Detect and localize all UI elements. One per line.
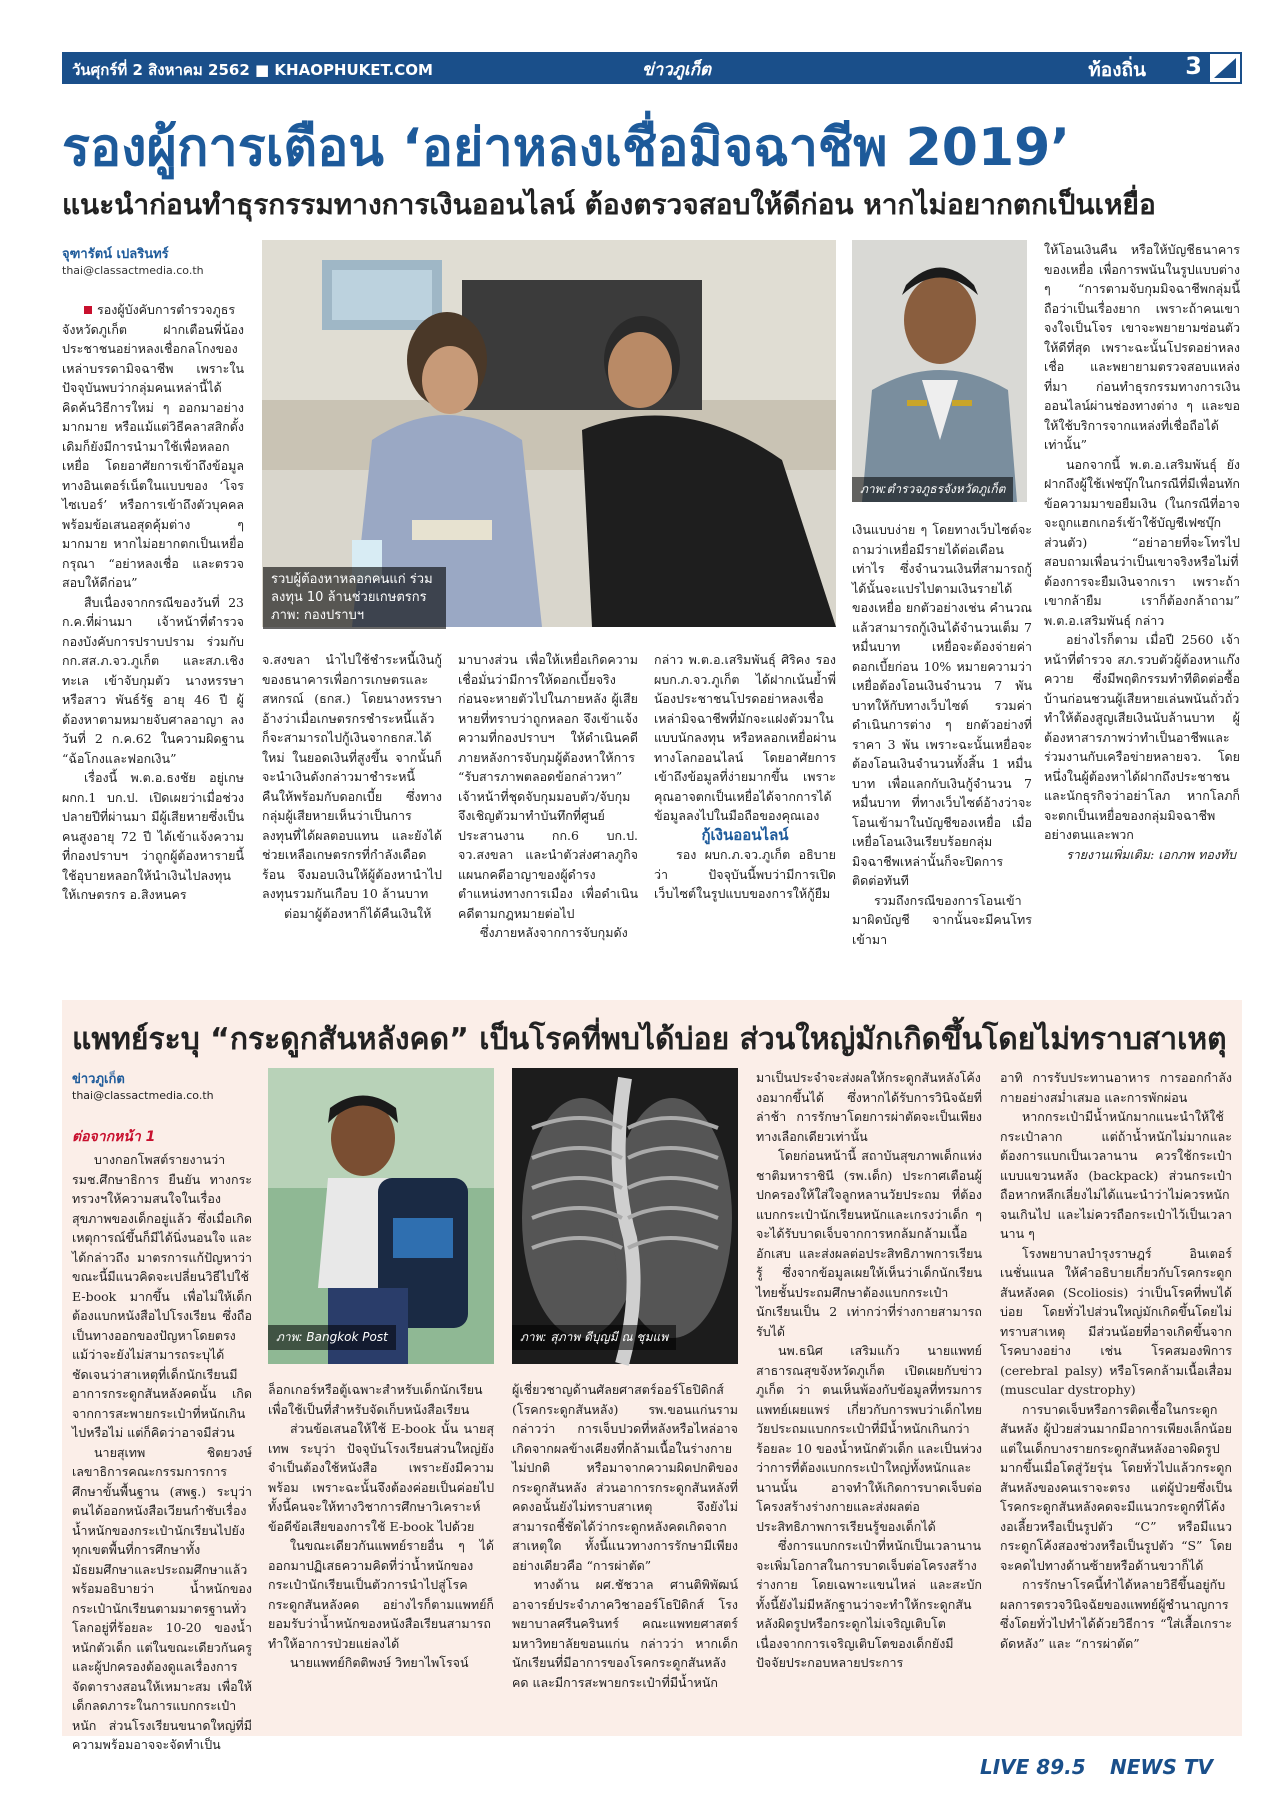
article2-paragraph: การบาดเจ็บหรือการติดเชื้อในกระดูกสันหลัง ผู้ป่วยส่วนมากมีอาการเพียงเล็กน้อย แต่ในเด็กบางรายกระดูกสันหลังอาจผิดรูปมากขึ้นเมื่อโตสู่วัยรุ่น โดยทั่วไปแล้วกระดูกสันหลังของคนเราจะตรง แต่ผู้ป่วยซึ่งเป็นโรคกระดูกสันหลังคดจะมีแนวกระดูกที่โค้งงอเลี้ยวหรือเป็นรูปตัว “C” หรือมีแนวกระดูกโค้งสองช่วงหรือเป็นรูปตัว “S” โดยจะคดไปทางด้านซ้ายหรือด้านขวาก็ได้ <box>1000 1401 1232 1573</box>
article1-paragraph: กล่าว พ.ต.อ.เสริมพันธุ์ ศิริคง รอง ผบก.ภ.จว.ภูเก็ต ได้ฝากเน้นย้ำพี่น้องประชาชนโปรดอย่าหลงเชื่อเหล่ามิจฉาชีพที่มักจะแฝงตัวมาในแบบนักลงทุน หรือหลอกเหยื่อผ่านทางโลกออนไลน์ โดยอาศัยการเข้าถึงข้อมูลที่ง่ายมากขึ้น เพราะคุณอาจตกเป็นเหยื่อได้จากการได้ข้อมูลลงไปในมือถือของคุณเอง <box>654 652 836 823</box>
article2-column-5 <box>1000 1068 1232 1730</box>
article1-subhead: แนะนำก่อนทำธุรกรรมทางการเงินออนไลน์ ต้องตรวจสอบให้ดีก่อน หากไม่อยากตกเป็นเหยื่อ <box>62 188 1156 221</box>
article1-column-6 <box>1044 240 1240 1010</box>
article1-paragraph: รอง ผบก.ภ.จว.ภูเก็ต อธิบายว่า ปัจจุบันนี้พบว่ามีการเปิดเว็บไซต์ในรูปแบบของการให้กู้ยืม <box>654 847 836 901</box>
article2-paragraph: ส่วนข้อเสนอให้ใช้ E-book นั้น นายสุเทพ ระบุว่า ปัจจุบันโรงเรียนส่วนใหญ่ยังจำเป็นต้องใช้หนังสือ เพราะยังมีความพร้อม เพราะฉะนั้นจึงต้องค่อยเป็นค่อยไป ทั้งนี้คนจะให้ทางวิชาการศึกษาวิเคราะห์ข้อดีข้อเสียของการใช้ E-book ไปด้วย <box>268 1421 494 1534</box>
article1-paragraph: มาบางส่วน เพื่อให้เหยื่อเกิดความเชื่อมั่นว่ามีการให้ดอกเบี้ยจริง ก่อนจะหายตัวไปในภายหลัง ผู้เสียหายที่ทราบว่าถูกหลอก จึงเข้าแจ้งความที่กองปราบฯ ให้ดำเนินคดี ภายหลังการจับกุมผู้ต้องหาให้การ “รับสารภาพตลอดข้อกล่าวหา” เจ้าหน้าที่ชุดจับกุมมอบตัว/จับกุมจึงเชิญตัวมาทำบันทึกที่ศูนย์ประสานงาน กก.6 บก.ป. จว.สงขลา และนำตัวส่งศาลภูกิจแผนกคดีอาญาของผู้ดำรงตำแหน่งทางการเมือง เพื่อดำเนินคดีตามกฎหมายต่อไป <box>458 652 638 921</box>
article2-paragraph: นายสุเทพ ชิตยวงษ์ เลขาธิการคณะกรรมการการศึกษาขั้นพื้นฐาน (สพฐ.) ระบุว่า ตนได้ออกหนังสือเวียนกำชับเรื่องน้ำหนักของกระเป๋านักเรียนไปยังทุกเขตพื้นที่การศึกษาทั้งมัธยมศึกษาและประถมศึกษาแล้ว พร้อมอธิบายว่า น้ำหนักของกระเป๋านักเรียนตามมาตรฐานทั่วโลกอยู่ที่ร้อยละ 10-20 ของน้ำหนักตัวเด็ก แต่ในขณะเดียวกันครูและผู้ปกครองต้องดูแลเรื่องการจัดตารางสอนให้เหมาะสม เพื่อให้เด็กลดภาระในการแบกกระเป๋าหนัก ส่วนโรงเรียนขนาดใหญ่ที่มีความพร้อมอาจจะจัดทำเป็น <box>72 1444 252 1752</box>
article1-credit: รายงานเพิ่มเติม: เอกภพ ทองทับ <box>1066 846 1237 862</box>
article2-photo-xray <box>512 1068 738 1364</box>
newspaper-logo: ข่าวภูเก็ต <box>642 60 712 80</box>
article2-paragraph: หากกระเป๋ามีน้ำหนักมากแนะนำให้ใช้กระเป๋าลาก แต่ถ้าน้ำหนักไม่มากและต้องการแบกเป็นเวลานาน ควรใช้กระเป๋าแบบแขวนหลัง (backpack) ส่วนกระเป๋าถือหากหลีกเลี่ยงไม่ได้แนะนำว่าไม่ควรหนักจนเกินไป และไม่ควรถือกระเป๋าไว้เป็นเวลานาน ๆ <box>1000 1109 1232 1241</box>
article2-block <box>62 1000 1242 1752</box>
article1-paragraph: ให้โอนเงินคืน หรือให้บัญชีธนาคารของเหยื่อ เพื่อการพนันในรูปแบบต่าง ๆ “การตามจับกุมมิจฉาชีพกลุ่มนี้ถือว่าเป็นเรื่องยาก เพราะถ้าคนเขาจงใจเป็นโจร เขาจะพยายามซ่อนตัวให้ดีที่สุด เพราะฉะนั้นโปรดอย่าหลงเชื่อ และพยายามตรวจสอบแหล่งที่มา ก่อนทำธุรกรรมทางการเงินออนไลน์ผ่านช่องทางต่าง ๆ และขอให้ใช้บริการจากแหล่งที่เชื่อถือได้เท่านั้น” <box>1044 242 1240 452</box>
article1-headline: รองผู้การเตือน ‘อย่าหลงเชื่อมิจฉาชีพ 2019’ <box>62 118 1071 178</box>
article1-lead-paragraph: รองผู้บังคับการตำรวจภูธรจังหวัดภูเก็ต ฝากเตือนพี่น้องประชาชนอย่าหลงเชื่อกลโกงของเหล่าบรรดามิจฉาชีพ เพราะในปัจจุบันพบว่ากลุ่มคนเหล่านี้ได้คิดค้นวิธีการใหม่ ๆ ออกมาอย่างมากมาย หรือแม้แต่วิธีคลาสสิกดั้งเดิมก็ยังมีการนำมาใช้เพื่อหลอกเหยื่อ โดยอาศัยการเข้าถึงข้อมูลทางอินเตอร์เน็ตในแบบของ ‘โจรไซเบอร์’ หรือการเข้าถึงตัวบุคคลพร้อมข้อเสนอสุดคุ้มต่าง ๆ มากมาย หากไม่อยากตกเป็นเหยื่อกรุณา “อย่าหลงเชื่อ และตรวจสอบให้ดีก่อน” <box>62 300 244 593</box>
article1-paragraph: นอกจากนี้ พ.ต.อ.เสริมพันธุ์ ยังฝากถึงผู้ใช้เฟซบุ๊กในกรณีที่มีเพื่อนทักข้อความมาขอยืมเงิน (ในกรณีที่อาจจะถูกแฮกเกอร์เข้าใช้บัญชีเฟซบุ๊กส่วนตัว) “อย่าอายที่จะโทรไปสอบถามเพื่อนว่าเป็นเขาจริงหรือไม่ที่ต้องการจะยืมเงินจากเรา เพราะถ้าเขากล้ายืม เราก็ต้องกล้าถาม” พ.ต.อ.เสริมพันธุ์ กล่าว <box>1044 456 1240 628</box>
author-email: thai@classactmedia.co.th <box>62 264 204 277</box>
article1-paragraph: รวมถึงกรณีของการโอนเข้ามาผิดบัญชี จากนั้นจะมีคนโทรเข้ามา <box>852 892 1032 947</box>
article2-paragraph: ทางด้าน ผศ.ชัชวาล ศานติพิพัฒน์ อาจารย์ประจำภาควิชาออร์โธปิดิกส์ โรงพยาบาลศรีนครินทร์ คณะแพทยศาสตร์มหาวิทยาลัยขอนแก่น กล่าวว่า หากเด็กนักเรียนที่มีอาการของโรคกระดูกสันหลังคด และมีการสะพายกระเป๋าที่มีน้ำหนัก <box>512 1577 738 1690</box>
article2-column-4 <box>756 1068 982 1730</box>
article1-paragraph: ซึ่งภายหลังจากการจับกุมดัง <box>480 925 628 940</box>
article2-paragraph: โรงพยาบาลบำรุงราษฎร์ อินเตอร์เนชั่นแนล ให้คำอธิบายเกี่ยวกับโรคกระดูกสันหลังคด (Scoliosis) ว่าเป็นโรคที่พบได้บ่อย โดยทั่วไปส่วนใหญ่มักเกิดขึ้นโดยไม่ทราบสาเหตุ มีส่วนน้อยที่อาจเกิดขึ้นจากโรคบางอย่าง เช่น โรคสมองพิการ (cerebral palsy) หรือโรคกล้ามเนื้อเสื่อม (muscular dystrophy) <box>1000 1245 1232 1397</box>
article2-photo2-caption: ภาพ: สุภาพ ดีบุญมี ณ ชุมแพ <box>512 1325 676 1350</box>
section-name: ท้องถิ่น <box>1088 59 1146 81</box>
article1-photo1-caption: รวบผู้ต้องหาหลอกคนแก่ ร่วมลงทุน 10 ล้านช่วยเกษตรกร ภาพ: กองปราบฯ <box>263 567 446 629</box>
article2-paragraph: ในขณะเดียวกันแพทย์รายอื่น ๆ ได้ออกมาปฏิเสธความคิดที่ว่าน้ำหนักของกระเป๋านักเรียนเป็นตัวการนำไปสู่โรคกระดูกสันหลังคด อย่างไรก็ตามแพทย์ก็ยอมรับว่าน้ำหนักของหนังสือเรียนสามารถทำให้อาการป่วยแย่ลงได้ <box>268 1538 494 1651</box>
article2-paragraph: อาทิ การรับประทานอาหาร การออกกำลังกายอย่างสม่ำเสมอ และการพักผ่อน <box>1000 1070 1232 1105</box>
page-number: 3 <box>1185 52 1202 80</box>
article2-photo-student-backpack <box>268 1068 494 1364</box>
article2-byline <box>72 1068 214 1102</box>
author-name: ข่าวภูเก็ต <box>72 1072 125 1087</box>
article2-paragraph: ซึ่งการแบกกระเป๋าที่หนักเป็นเวลานานจะเพิ่มโอกาสในการบาดเจ็บต่อโครงสร้างร่างกาย โดยเฉพาะแขนไหล่ และสะบัก ทั้งนี้ยังไม่มีหลักฐานว่าจะทำให้กระดูกสันหลังผิดรูปหรือกระดูกไม่เจริญเติบโต เนื่องจากการเจริญเติบโตของเด็กยังมีปัจจัยประกอบหลายประการ <box>756 1538 982 1670</box>
article1-column-1 <box>62 300 244 1014</box>
article2-column-1 <box>72 1150 252 1752</box>
page-header <box>62 52 1242 84</box>
continued-from-label: ต่อจากหน้า 1 <box>72 1129 156 1145</box>
article1-column-4 <box>654 650 836 1014</box>
article1-photo2-caption: ภาพ:ตำรวจภูธรจังหวัดภูเก็ต <box>852 477 1013 502</box>
article1-paragraph: เรื่องนี้ พ.ต.อ.ธงชัย อยู่เกษ ผกก.1 บก.ป. เปิดเผยว่าเมื่อช่วงปลายปีที่ผ่านมา มีผู้เสียหายซึ่งเป็นคนสูงอายุ 72 ปี ได้เข้าแจ้งความที่กองปราบฯ ว่าถูกผู้ต้องหารายนี้ใช้อุบายหลอกให้นำเงินไปลงทุนให้เกษตรกร อ.สิงหนคร <box>62 770 244 902</box>
article2-paragraph: ล็อกเกอร์หรือตู้เฉพาะสำหรับเด็กนักเรียน เพื่อใช้เป็นที่สำหรับจัดเก็บหนังสือเรียน <box>268 1382 483 1417</box>
article1-paragraph: จ.สงขลา นำไปใช้ชำระหนี้เงินกู้ของธนาคารเพื่อการเกษตรและสหกรณ์ (ธกส.) โดยนางหรรษาอ้างว่าเมื่อเกษตรกรชำระหนี้แล้ว ก็จะสามารถไปกู้เงินจากธกส.ได้ใหม่ ในยอดเงินที่สูงขึ้น จากนั้นก็จะนำเงินดังกล่าวมาชำระหนี้คืนให้พร้อมกับดอกเบี้ย ซึ่งทางกลุ่มผู้เสียหายเห็นว่าเป็นการลงทุนที่ได้ผลตอบแทน และยังได้ช่วยเหลือเกษตรกรที่กำลังเดือดร้อน จึงมอบเงินให้ผู้ต้องหานำไปลงทุนรวมกันเกือบ 10 ล้านบาท <box>262 652 442 901</box>
article2-paragraph: โดยก่อนหน้านี้ สถาบันสุขภาพเด็กแห่งชาติมหาราชินี (รพ.เด็ก) ประกาศเตือนผู้ปกครองให้ใส่ใจลูกหลานวัยประถม ที่ต้องแบกกระเป๋านักเรียนหนักและเกรงว่าเด็ก ๆ จะได้รับบาดเจ็บจากการหกล้มกล้ามเนื้ออักเสบ และส่งผลต่อประสิทธิภาพการเรียนรู้ ซึ่งจากข้อมูลเผยให้เห็นว่าเด็กนักเรียนไทยชั้นประถมศึกษาต้องแบกกระเป๋านักเรียนเป็น 2 เท่ากว่าที่ร่างกายสามารถรับได้ <box>756 1148 982 1339</box>
article1-column-2 <box>262 650 442 1014</box>
article2-column-3 <box>512 1380 738 1730</box>
article2-paragraph: บางกอกโพสต์รายงานว่า รมช.ศึกษาธิการ ยืนยัน ทางกระทรวงฯให้ความสนใจในเรื่องสุขภาพของเด็กอยู่แล้ว ซึ่งเมื่อเกิดเหตุการณ์ขึ้นก็มีได้นิ่งนอนใจ และได้กล่าวถึง มาตรการแก้ปัญหาว่า ขณะนี้มีแนวคิดจะเปลี่ยนวิธีไปใช้ E-book มากขึ้น เพื่อไม่ให้เด็กต้องแบกหนังสือไปโรงเรียน ซึ่งถือเป็นทางออกของปัญหาโดยตรง แม้ว่าจะยังไม่สามารถระบุได้ชัดเจนว่าสาเหตุที่เด็กนักเรียนมีอาการกระดูกสันหลังคดนั้น เกิดจากการสะพายกระเป๋าที่หนักเกินไปหรือไม่ แต่ก็คิดว่าอาจมีส่วน <box>72 1152 252 1440</box>
article2-column-2 <box>268 1380 494 1730</box>
article2-photo1-caption: ภาพ: Bangkok Post <box>268 1325 396 1350</box>
article2-headline: แพทย์ระบุ “กระดูกสันหลังคด” เป็นโรคที่พบได้บ่อย ส่วนใหญ่มักเกิดขึ้นโดยไม่ทราบสาเหตุ <box>72 1022 1227 1057</box>
author-name: จุฑารัตน์ เปลรินทร์ <box>62 247 169 262</box>
article2-paragraph: มาเป็นประจำจะส่งผลให้กระดูกสันหลังโค้งงอมากขึ้นได้ ซึ่งหากได้รับการวินิจฉัยที่ล่าช้า การรักษาโดยการผ่าตัดจะเป็นเพียงทางเลือกเดียวเท่านั้น <box>756 1070 982 1144</box>
article2-paragraph: ผู้เชี่ยวชาญด้านศัลยศาสตร์ออร์โธปิดิกส์ (โรคกระดูกสันหลัง) รพ.ขอนแก่นราม กล่าวว่า การเจ็บปวดที่หลังหรือไหล่อาจเกิดจากผลข้างเคียงที่กล้ามเนื้อในร่างกายไม่ปกติ หรือมาจากความผิดปกติของกระดูกสันหลัง ส่วนอาการกระดูกสันหลังที่คดงอนั้นยังไม่ทราบสาเหตุ จึงยังไม่สามารถชี้ชัดได้ว่ากระดูกหลังคดเกิดจากสาเหตุใด ทั้งนี้แนวทางการรักษามีเพียงอย่างเดียวคือ “การผ่าตัด” <box>512 1382 738 1573</box>
article1-paragraph: อย่างไรก็ตาม เมื่อปี 2560 เจ้าหน้าที่ตำรวจ สภ.รวบตัวผู้ต้องหาแก๊งควาย ซึ่งมีพฤติกรรมทำทีติดต่อซื้อบ้านก่อนชวนผู้เสียหายเล่นพนันถั่วถั่ว ทำให้ต้องสูญเสียเงินนับล้านบาท ผู้ต้องหาสารภาพว่าทำเป็นอาชีพและร่วมงานกับเครือข่ายหลายจว. โดยหนึ่งในผู้ต้องหาได้ฝากถึงประชาชนและนักธุรกิจว่าอย่าโลภ หากโลภก็จะตกเป็นเหยื่อของกลุ่มมิจฉาชีพอย่างตนและพวก <box>1044 632 1240 842</box>
author-email: thai@classactmedia.co.th <box>72 1089 214 1102</box>
article1-paragraph: เงินแบบง่าย ๆ โดยทางเว็บไซต์จะถามว่าเหยื่อมีรายได้ต่อเดือนเท่าไร ซึ่งจำนวนเงินที่สามารถกู้ได้นั้นจะแปรไปตามเงินรายได้ของเหยื่อ ยกตัวอย่างเช่น คำนวณแล้วสามารถกู้เงินได้จำนวนเต็ม 7 หมื่นบาท เหยื่อจะต้องจ่ายค่าดอกเบี้ยก่อน 10% หมายความว่าเหยื่อต้องโอนเงินจำนวน 7 พันบาทให้กับทางเว็บไซต์ รวมค่าดำเนินการต่าง ๆ ยกตัวอย่างที่ราคา 3 พัน เพราะฉะนั้นเหยื่อจะต้องโอนเงินจำนวนทั้งสิ้น 1 หมื่นบาท เพื่อแลกกับเงินกู้จำนวน 7 หมื่นบาท ที่ทางเว็บไซต์อ้างว่าจะโอนเข้ามาในบัญชีของเหยื่อ เมื่อเหยื่อโอนเงินเรียบร้อยกลุ่มมิจฉาชีพเหล่านั้นก็จะปิดการติดต่อทันที <box>852 522 1032 888</box>
article1-photo-police-officer <box>852 240 1027 502</box>
article1-byline <box>62 243 242 277</box>
news-tv-logo: NEWS TV <box>1110 1755 1213 1779</box>
article1-column-3 <box>458 650 638 1014</box>
article2-paragraph: นพ.ธนิศ เสริมแก้ว นายแพทย์สาธารณสุขจังหวัดภูเก็ต เปิดเผยกับข่าวภูเก็ต ว่า ตนเห็นพ้องกับข้อมูลที่ทรมการแพทย์เผยแพร่ เกี่ยวกับการพบว่าเด็กไทยวัยประถมแบกกระเป๋าที่มีน้ำหนักเกินกว่าร้อยละ 10 ของน้ำหนักตัวเด็ก และเป็นห่วงว่าการที่ต้องแบกกระเป๋าใหญ่ทั้งหนักและนานนั้น อาจทำให้เกิดการบาดเจ็บต่อโครงสร้างร่างกายและส่งผลต่อประสิทธิภาพการเรียนรู้ของเด็กได้ <box>756 1343 982 1534</box>
article2-paragraph: การรักษาโรคนี้ทำได้หลายวิธีขึ้นอยู่กับผลการตรวจวินิจฉัยของแพทย์ผู้ชำนาญการ ซึ่งโดยทั่วไปทำได้ด้วยวิธีการ “ใส่เสื้อเกราะดัดหลัง” และ “การผ่าตัด” <box>1000 1577 1232 1651</box>
article1-subtitle: กู้เงินออนไลน์ <box>701 825 789 844</box>
corner-logo-icon <box>1208 52 1242 84</box>
header-date: วันศุกร์ที่ 2 สิงหาคม 2562 ■ KHAOPHUKET.COM <box>72 61 433 79</box>
footer-logos <box>980 1755 1240 1785</box>
article1-column-5 <box>852 520 1032 1014</box>
live-radio-logo: LIVE 89.5 <box>980 1755 1086 1779</box>
article1-paragraph: สืบเนื่องจากกรณีของวันที่ 23 ก.ค.ที่ผ่านมา เจ้าหน้าที่ตำรวจกองบังคับการปราบปราม ร่วมกับ กก.สส.ภ.จว.ภูเก็ต และสภ.เชิงทะเล เข้าจับกุมตัว นางหรรษา หรือสาว พันธ์รัฐ อายุ 46 ปี ผู้ต้องหาตามหมายจับศาลอาญา ลงวันที่ 2 ก.ค.62 ในความผิดฐาน “ฉ้อโกงและฟอกเงิน” <box>62 594 244 766</box>
article2-paragraph: นายแพทย์กิตติพงษ์ วิทยาไพโรจน์ <box>290 1655 469 1670</box>
article1-paragraph: ต่อมาผู้ต้องหาก็ได้คืนเงินให้ <box>284 905 432 921</box>
